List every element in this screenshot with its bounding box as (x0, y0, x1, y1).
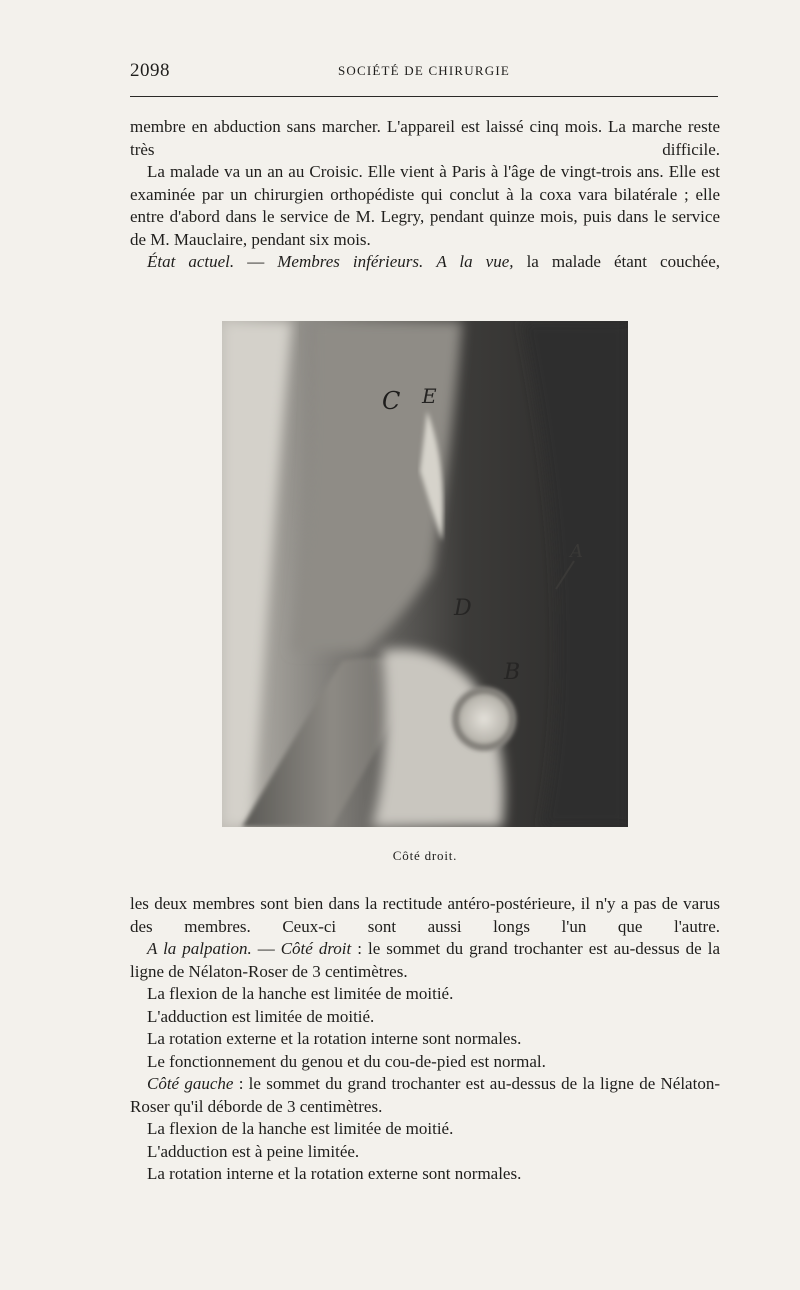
page-header (130, 60, 718, 82)
text-block-top (130, 116, 720, 274)
radiograph-figure (222, 321, 628, 827)
running-head: SOCIÉTÉ DE CHIRURGIE (337, 63, 511, 78)
radiograph-image (222, 321, 628, 827)
line-rest: la malade étant couchée, (513, 252, 720, 271)
text-block-bottom (130, 893, 720, 1186)
figure-caption: Côté droit. (392, 848, 458, 863)
dash: — (251, 939, 281, 958)
etat-actuel-line (130, 251, 720, 274)
header-rule (130, 96, 718, 97)
right-line: L'adduction est limitée de moitié. (147, 1006, 375, 1026)
marker-a: A (570, 541, 583, 562)
lead-phrase: A la vue, (436, 252, 514, 271)
right-line: La rotation externe et la rotation interne sont normales. (147, 1029, 522, 1048)
marker-d: D (454, 596, 472, 621)
subheading: Membres inférieurs. (277, 252, 424, 271)
marker-e: E (422, 384, 437, 408)
left-line: L'adduction est à peine limitée. (147, 1141, 360, 1161)
side-label: Côté gauche (147, 1074, 234, 1093)
left-side-paragraph (130, 1073, 720, 1118)
paragraph: membre en abduction sans marcher. L'appareil est laissé cinq mois. La marche reste très difficile. (130, 117, 720, 159)
left-line: La flexion de la hanche est limitée de moitié. (147, 1119, 454, 1138)
left-line: La rotation interne et la rotation externe sont normales. (147, 1164, 522, 1183)
paragraph: les deux membres sont bien dans la rectitude antéro-postérieure, il n'y a pas de varus des membres. Ceux-ci sont aussi longs l'un que l'autre. (130, 894, 720, 936)
page-number: 2098 (130, 60, 170, 81)
side-label: Côté droit (280, 939, 352, 958)
right-line: Le fonctionnement du genou et du cou-de-pied est normal. (147, 1051, 546, 1071)
dash: — (234, 252, 278, 271)
marker-b: B (504, 660, 521, 685)
palpation-text: : le sommet du grand trochanter est au-dessus de la ligne de Nélaton-Roser de 3 centimètres. (130, 939, 720, 981)
paragraph: La malade va un an au Croisic. Elle vient à Paris à l'âge de vingt-trois ans. Elle est examinée par un chirurgien orthopédiste qui conclut à la coxa vara bilatérale ; elle entre d'abord dans le service de M. Legry, pendant quinze mois, puis dans le service de M. Mauclaire, pendant six mois. (130, 162, 720, 249)
palpation-paragraph (130, 938, 720, 983)
marker-c: C (382, 387, 401, 415)
section-label: A la palpation. (147, 939, 252, 958)
right-line: La flexion de la hanche est limitée de moitié. (147, 984, 454, 1003)
left-side-text: : le sommet du grand trochanter est au-dessus de la ligne de Nélaton-Roser qu'il déborde de 3 centimètres. (130, 1074, 720, 1116)
section-label: État actuel. (147, 252, 235, 271)
